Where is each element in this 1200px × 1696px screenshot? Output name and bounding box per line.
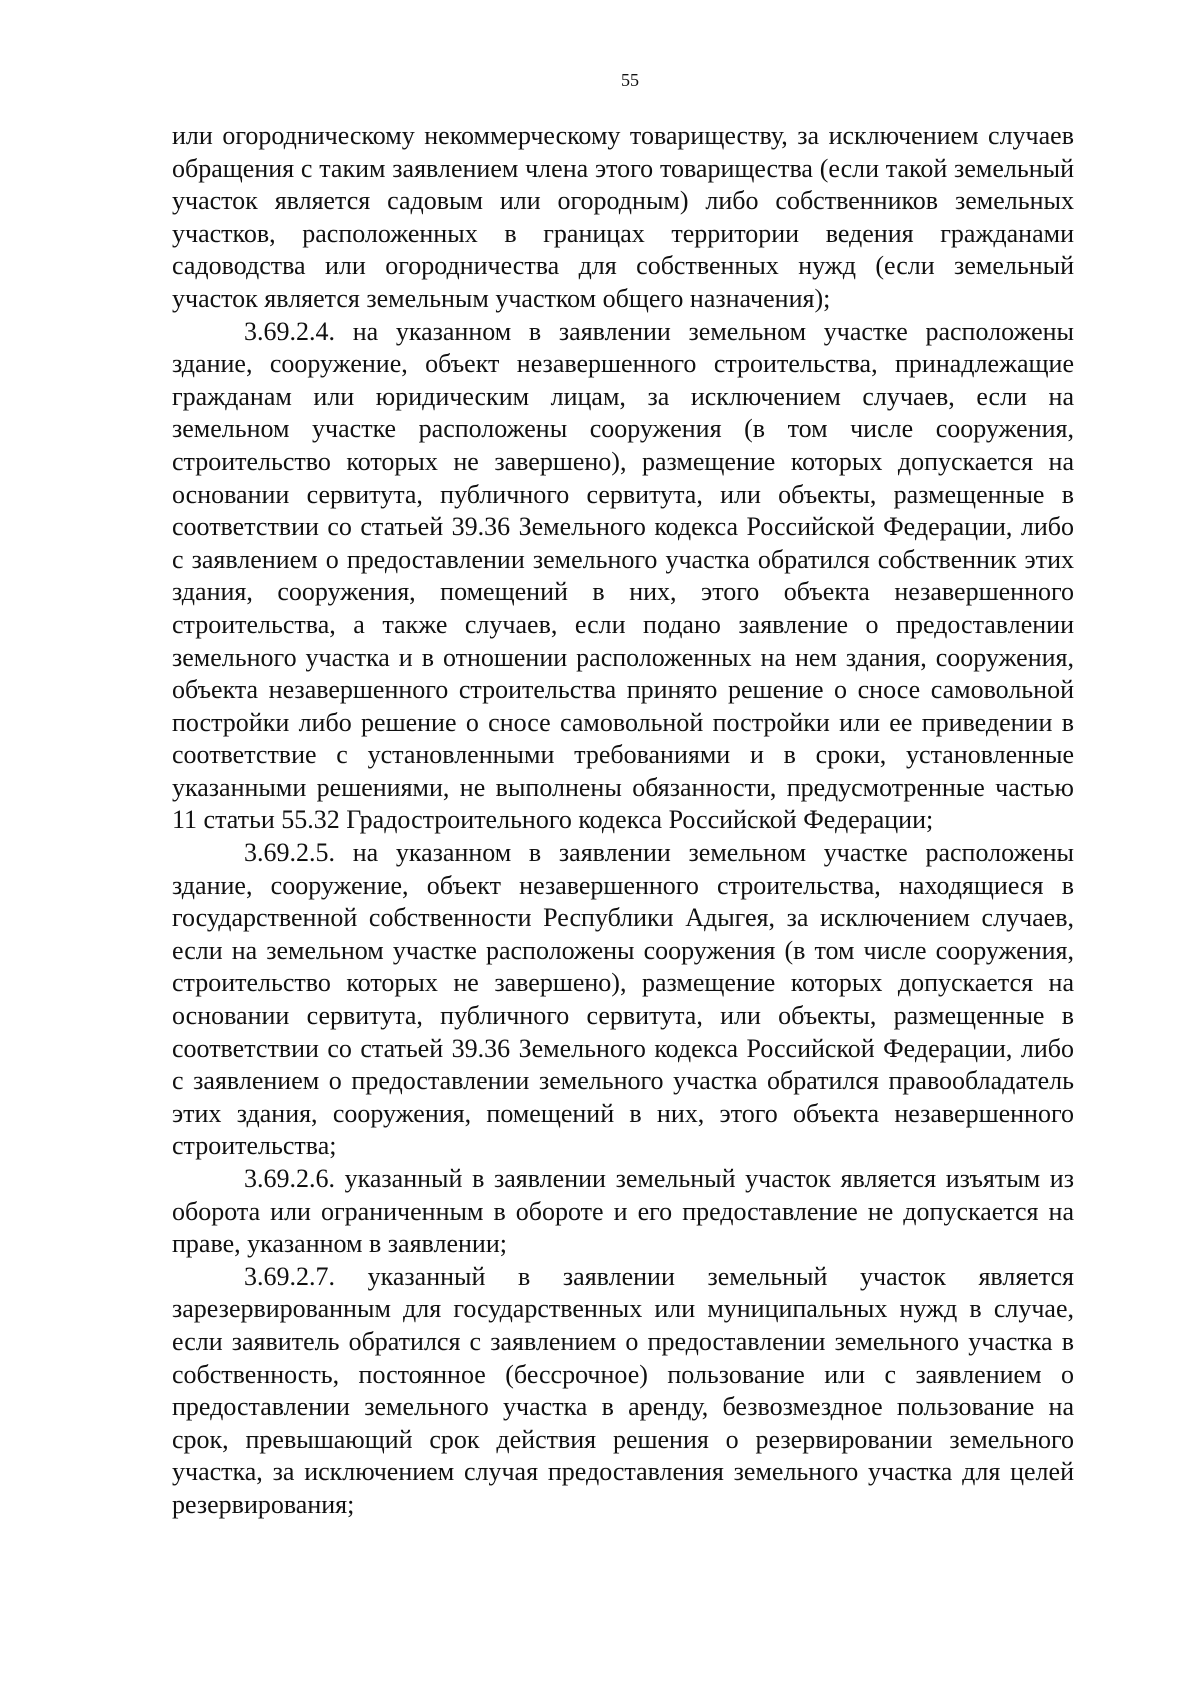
document-body	[172, 120, 1074, 1522]
paragraph-3-69-2-6: 3.69.2.6. указанный в заявлении земельный участок является изъятым из оборота или ограниченным в обороте и его предоставление не допускается на праве, указанном в заявлении;	[172, 1164, 1074, 1259]
paragraph-3-69-2-4: 3.69.2.4. на указанном в заявлении земельном участке расположены здание, сооружение, объект незавершенного строительства, принадлежащие гражданам или юридическим лицам, за исключением случаев, если на земельном участке расположены сооружения (в том числе сооружения, строительство которых не завершено), размещение которых допускается на основании сервитута, публичного сервитута, или объекты, размещенные в соответствии со статьей 39.36 Земельного кодекса Российской Федерации, либо с заявлением о предоставлении земельного участка обратился собственник этих здания, сооружения, помещений в них, этого объекта незавершенного строительства, а также случаев, если подано заявление о предоставлении земельного участка и в отношении расположенных на нем здания, сооружения, объекта незавершенного строительства принято решение о сносе самовольной постройки либо решение о сносе самовольной постройки или ее приведении в соответствие с установленными требованиями и в сроки, установленные указанными решениями, не выполнены обязанности, предусмотренные частью 11 статьи 55.32 Градостроительного кодекса Российской Федерации;	[172, 316, 1074, 835]
paragraph-continuation: или огородническому некоммерческому товариществу, за исключением случаев обращения с таким заявлением члена этого товарищества (если такой земельный участок является садовым или огородным) либо собственников земельных участков, расположенных в границах территории ведения гражданами садоводства или огородничества для собственных нужд (если земельный участок является земельным участком общего назначения);	[172, 121, 1074, 313]
paragraph-3-69-2-7: 3.69.2.7. указанный в заявлении земельный участок является зарезервированным для государственных или муниципальных нужд в случае, если заявитель обратился с заявлением о предоставлении земельного участка в собственность, постоянное (бессрочное) пользование или с заявлением о предоставлении земельного участка в аренду, безвозмездное пользование на срок, превышающий срок действия решения о резервировании земельного участка, за исключением случая предоставления земельного участка для целей резервирования;	[172, 1261, 1074, 1519]
page-number: 55	[621, 70, 639, 90]
paragraph-3-69-2-5: 3.69.2.5. на указанном в заявлении земельном участке расположены здание, сооружение, объект незавершенного строительства, находящиеся в государственной собственности Республики Адыгея, за исключением случаев, если на земельном участке расположены сооружения (в том числе сооружения, строительство которых не завершено), размещение которых допускается на основании сервитута, публичного сервитута, или объекты, размещенные в соответствии со статьей 39.36 Земельного кодекса Российской Федерации, либо с заявлением о предоставлении земельного участка обратился правообладатель этих здания, сооружения, помещений в них, этого объекта незавершенного строительства;	[172, 838, 1074, 1161]
